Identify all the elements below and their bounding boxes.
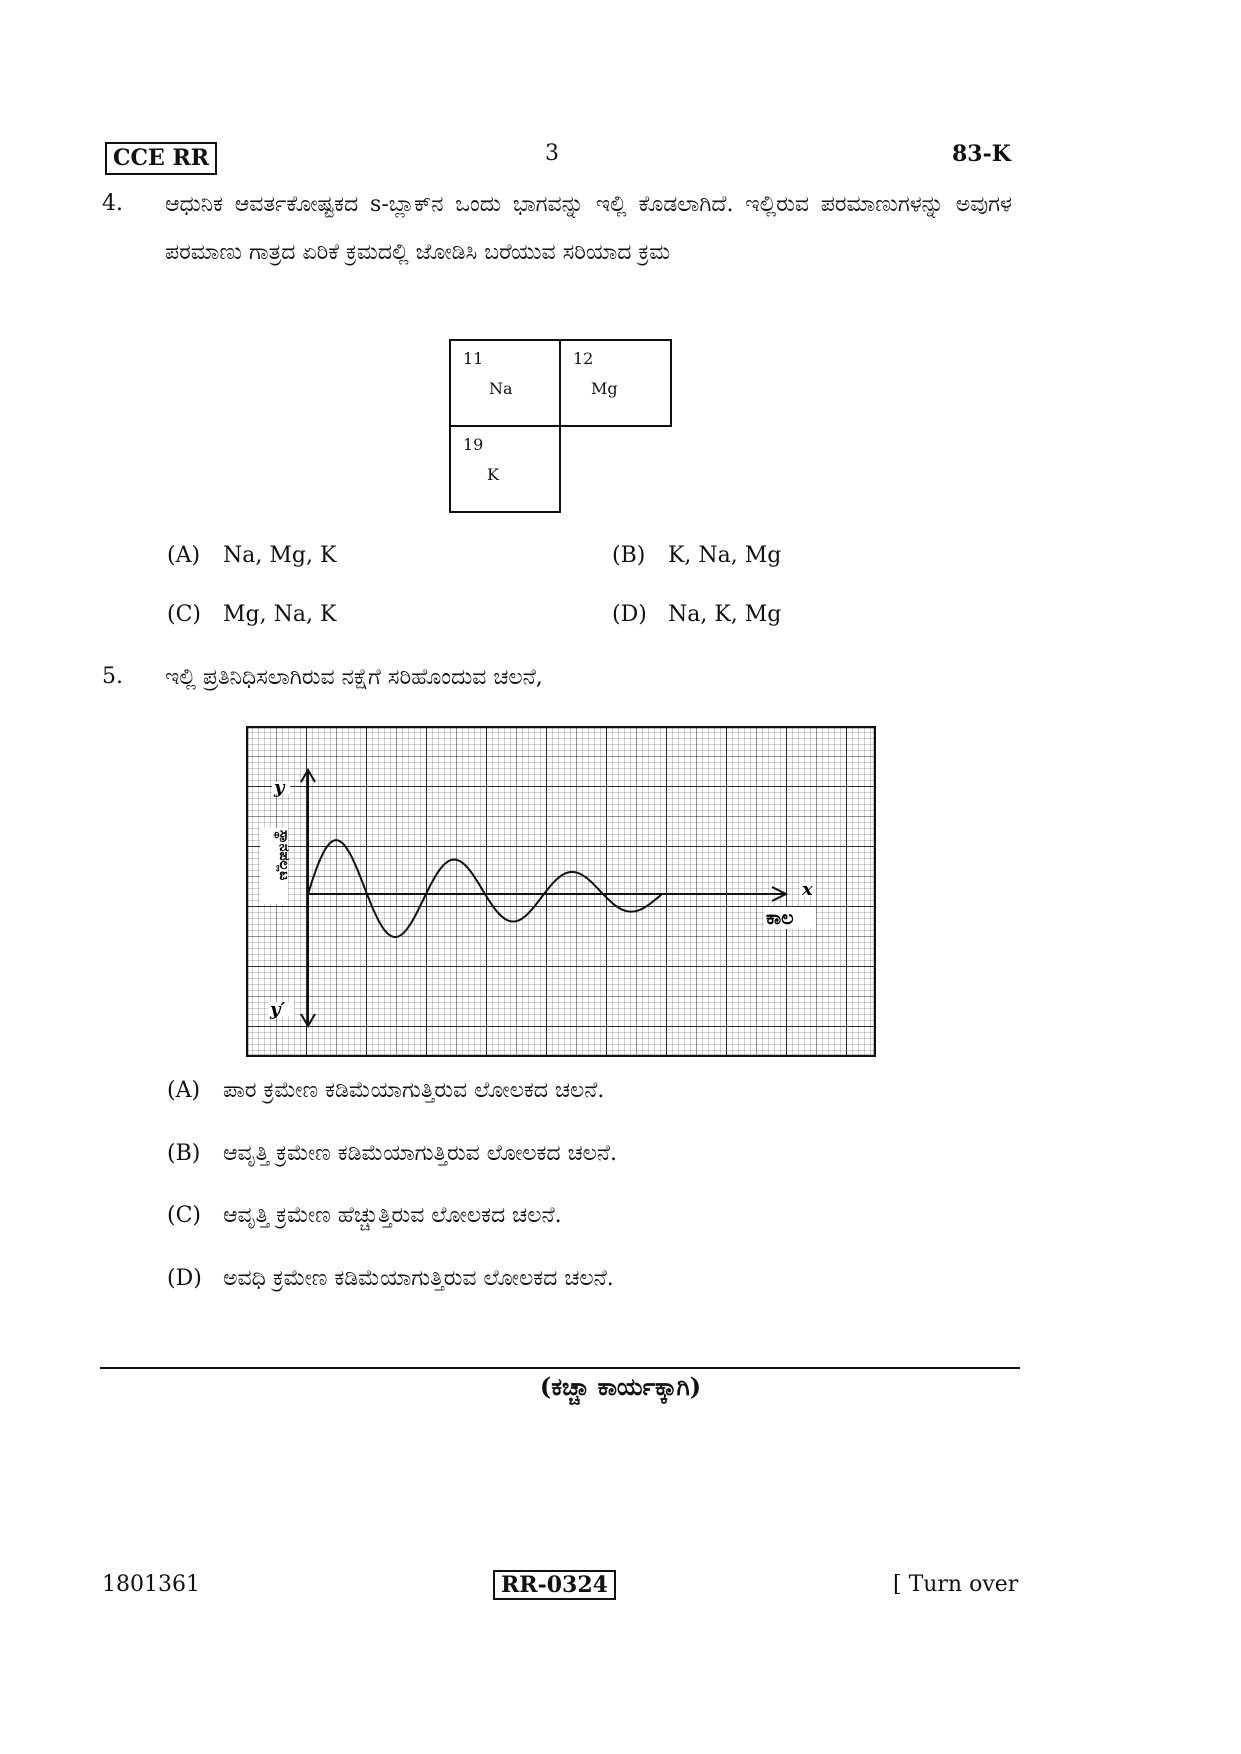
element-cell-k xyxy=(449,425,561,513)
q5-option-b xyxy=(167,1141,617,1166)
q4-option-d xyxy=(612,602,781,627)
option-label: (C) xyxy=(167,1203,201,1228)
option-label: (A) xyxy=(167,543,201,568)
atomic-number: 12 xyxy=(573,349,594,368)
y-negative-label: y′ xyxy=(270,999,286,1020)
option-label: (D) xyxy=(612,602,647,627)
displacement-time-graph xyxy=(246,726,876,1061)
rough-work-label: (ಕಚ್ಚಾ ಕಾರ್ಯಕ್ಕಾಗಿ) xyxy=(539,1372,702,1401)
question-5-number: 5. xyxy=(102,664,123,689)
section-divider xyxy=(100,1367,1020,1369)
option-text: Mg, Na, K xyxy=(223,602,337,627)
atomic-number: 19 xyxy=(463,435,484,454)
y-axis-label: y xyxy=(274,777,285,798)
periodic-table-fragment xyxy=(449,339,672,513)
element-symbol: Na xyxy=(489,379,513,398)
q5-option-c xyxy=(167,1203,562,1228)
option-text: Na, Mg, K xyxy=(223,543,337,568)
q4-option-a xyxy=(167,543,336,568)
option-text: K, Na, Mg xyxy=(668,543,782,568)
q4-option-b xyxy=(612,543,781,568)
paper-series-box: CCE RR xyxy=(105,142,217,175)
option-text: ಅವಧಿ ಕ್ರಮೇಣ ಕಡಿಮೆಯಾಗುತ್ತಿರುವ ಲೋಲಕದ ಚಲನೆ. xyxy=(223,1266,614,1291)
x-axis-label: x xyxy=(802,879,813,900)
turn-over-label: [ Turn over xyxy=(893,1572,1019,1597)
paper-code: 83-K xyxy=(952,141,1011,167)
element-cell-na xyxy=(449,339,561,427)
question-4-text: ಆಧುನಿಕ ಆವರ್ತಕೋಷ್ಟಕದ s-ಬ್ಲಾಕ್‌ನ ಒಂದು ಭಾಗವನ್ನು ಇಲ್ಲಿ ಕೊಡಲಾಗಿದೆ. ಇಲ್ಲಿರುವ ಪರಮಾಣುಗಳನ್ನು ಅವುಗಳ ಪರಮಾಣು ಗಾತ್ರದ ಏರಿಕೆ ಕ್ರಮದಲ್ಲಿ ಜೋಡಿಸಿ ಬರೆಯುವ ಸರಿಯಾದ ಕ್ರಮ xyxy=(165,192,1012,265)
option-label: (B) xyxy=(167,1141,201,1166)
option-label: (A) xyxy=(167,1078,201,1103)
question-4-number: 4. xyxy=(102,191,123,216)
option-text: Na, K, Mg xyxy=(668,602,782,627)
footer-code-box: RR-0324 xyxy=(493,1570,616,1600)
option-text: ಪಾರ ಕ್ರಮೇಣ ಕಡಿಮೆಯಾಗುತ್ತಿರುವ ಲೋಲಕದ ಚಲನೆ. xyxy=(223,1078,605,1103)
q5-option-d xyxy=(167,1266,614,1291)
element-symbol: K xyxy=(487,465,499,484)
option-text: ಆವೃತ್ತಿ ಕ್ರಮೇಣ ಹೆಚ್ಚುತ್ತಿರುವ ಲೋಲಕದ ಚಲನೆ. xyxy=(223,1203,562,1228)
footer-id: 1801361 xyxy=(102,1572,200,1597)
option-label: (C) xyxy=(167,602,201,627)
option-label: (D) xyxy=(167,1266,202,1291)
option-text: ಆವೃತ್ತಿ ಕ್ರಮೇಣ ಕಡಿಮೆಯಾಗುತ್ತಿರುವ ಲೋಲಕದ ಚಲನೆ. xyxy=(223,1141,618,1166)
page-number: 3 xyxy=(545,141,559,166)
option-label: (B) xyxy=(612,543,646,568)
element-symbol: Mg xyxy=(591,379,618,398)
element-cell-mg xyxy=(559,339,672,427)
q4-option-c xyxy=(167,602,336,627)
q5-option-a xyxy=(167,1078,604,1103)
y-axis-name: ಸ್ಥಾನಪಲ್ಲಟ xyxy=(276,830,292,881)
atomic-number: 11 xyxy=(463,349,484,368)
question-5-text: ಇಲ್ಲಿ ಪ್ರತಿನಿಧಿಸಲಾಗಿರುವ ನಕ್ಷೆಗೆ ಸರಿಹೊಂದುವ ಚಲನೆ, xyxy=(165,665,543,690)
x-axis-name: ಕಾಲ xyxy=(766,907,794,929)
